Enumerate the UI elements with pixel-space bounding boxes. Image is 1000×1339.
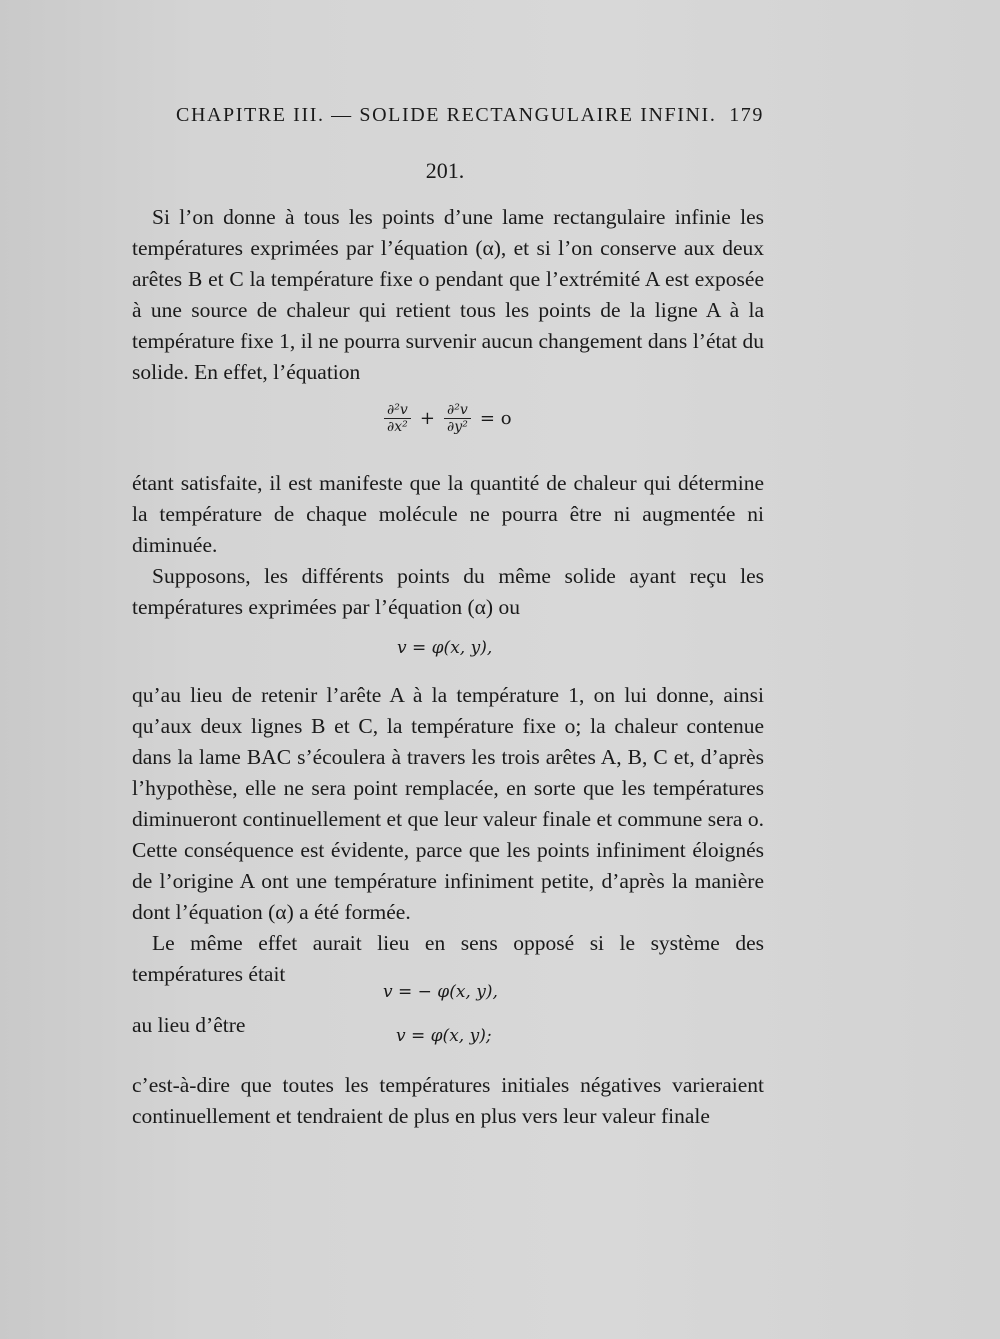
paragraph-6: au lieu d’être — [132, 1013, 246, 1037]
laplace-equation — [384, 402, 516, 435]
fraction-y-denominator: ∂y² — [447, 419, 468, 435]
paragraph-5: Le même effet aurait lieu en sens opposé si le système des températures était — [132, 931, 764, 986]
equation-phi: v = φ(x, y), — [397, 638, 493, 658]
equation-neg-phi: v = − φ(x, y), — [383, 982, 498, 1002]
section-number: 201. — [425, 158, 465, 183]
fraction-x-denominator: ∂x² — [387, 419, 408, 435]
paragraph-3: Supposons, les différents points du même solide ayant reçu les températures exprimées par l’équation (α) ou — [132, 564, 764, 619]
equation-phi-semicolon: v = φ(x, y); — [396, 1026, 492, 1046]
fraction-x — [384, 402, 411, 435]
fraction-y — [444, 402, 471, 435]
fraction-y-numerator: ∂²v — [444, 402, 471, 419]
equation-rhs: = o — [479, 408, 512, 429]
fraction-x-numerator: ∂²v — [384, 402, 411, 419]
running-title: CHAPITRE III. — SOLIDE RECTANGULAIRE INFINI. — [176, 104, 717, 126]
paragraph-2: étant satisfaite, il est manifeste que la quantité de chaleur qui détermine la température de chaque molécule ne pourra être ni augmentée ni diminuée. — [132, 471, 764, 557]
paragraph-4: qu’au lieu de retenir l’arête A à la température 1, on lui donne, ainsi qu’aux deux lignes B et C, la température fixe o; la chaleur contenue dans la lame BAC s’écoulera à travers les trois arêtes A, B, C et, d’après l’hypothèse, elle ne sera point remplacée, en sorte que les températures diminueront continuellement et que leur valeur finale et commune sera o. Cette conséquence est évidente, parce que les points infiniment éloignés de l’origine A ont une température infiniment petite, d’après la manière dont l’équation (α) a été formée. — [132, 683, 764, 924]
paragraph-7: c’est-à-dire que toutes les températures initiales négatives varieraient continuellement et tendraient de plus en plus vers leur valeur finale — [132, 1073, 764, 1128]
plus-sign: + — [419, 408, 435, 429]
paragraph-1: Si l’on donne à tous les points d’une lame rectangulaire infinie les températures exprimées par l’équation (α), et si l’on conserve aux deux arêtes B et C la température fixe o pendant que l’extrémité A est exposée à une source de chaleur qui retient tous les points de la ligne A à la température fixe 1, il ne pourra survenir aucun changement dans l’état du solide. En effet, l’équation — [132, 205, 764, 384]
page-number: 179 — [729, 104, 764, 126]
running-head — [176, 104, 764, 127]
